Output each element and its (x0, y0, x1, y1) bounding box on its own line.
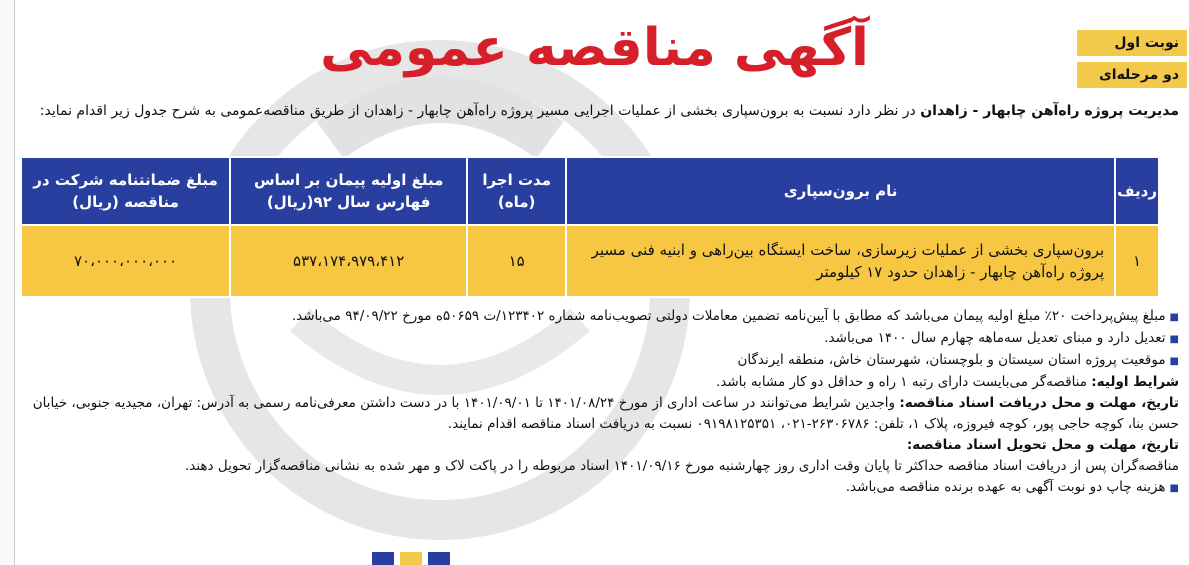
tender-table (20, 156, 1160, 298)
cell-row-number: ۱ (1115, 225, 1159, 297)
note-adjustment: ■ تعدیل دارد و مبنای تعدیل سه‌ماهه چهارم سال ۱۴۰۰ می‌باشد. (20, 328, 1179, 350)
logo-block-icon (428, 552, 450, 565)
header-name: نام برون‌سپاری (566, 157, 1115, 225)
intro-text: در نظر دارد نسبت به برون‌سپاری بخشی از عملیات اجرایی مسیر پروژه راه‌آهن چابهار - زاهدان از طریق مناقصه‌عمومی به شرح جدول زیر اقدام نماید: (39, 103, 921, 119)
cell-initial-amount: ۵۳۷،۱۷۴،۹۷۹،۴۱۲ (230, 225, 467, 297)
deliver-documents-text: مناقصه‌گران پس از دریافت اسناد مناقصه حداکثر تا پایان وقت اداری روز چهارشنبه مورخ ۱۴۰۱/۰۹/۱۶ اسناد مربوطه را در پاکت لاک و مهر شده به نشانی مناقصه‌گزار تحویل دهند. (184, 458, 1179, 474)
header-duration: مدت اجرا (ماه) (467, 157, 566, 225)
receive-documents-line (20, 393, 1179, 435)
first-round-badge: نوبت اول (1077, 30, 1187, 56)
intro-paragraph (20, 100, 1179, 122)
header-guarantee-amount: مبلغ ضمانتنامه شرکت در مناقصه (ریال) (21, 157, 230, 225)
deliver-documents-heading (20, 435, 1179, 456)
conditions-line (20, 372, 1179, 393)
note-print-cost: ■ هزینه چاپ دو نوبت آگهی به عهده برنده مناقصه می‌باشد. (20, 477, 1179, 499)
table-row (21, 225, 1159, 297)
note-prepayment: ■ مبلغ پیش‌پرداخت ۲۰٪ مبلغ اولیه پیمان می‌باشد که مطابق با آیین‌نامه تضمین معاملات دولتی تصویب‌نامه شماره ۱۲۳۴۰۲/ت ۵۰۶۵۹ه مورخ ۹۴/۰۹/۲۲ می‌باشد. (20, 306, 1179, 328)
receive-documents-text: واجدین شرایط می‌توانند در ساعت اداری از مورخ ۱۴۰۱/۰۸/۲۴ تا ۱۴۰۱/۰۹/۰۱ با در دست داشتن معرفی‌نامه رسمی به آدرس: تهران، مجیدیه جنوبی، خیابان حسن بنا، کوچه حاجی پور، کوچه فیروزه، پلاک ۱، تلفن: ۲۶۳۰۶۷۸۶-۰۲۱، ۰۹۱۹۸۱۲۵۳۵۱ نسبت به دریافت اسناد مناقصه اقدام نمایند. (32, 395, 1179, 432)
header-initial-amount: مبلغ اولیه پیمان بر اساس فهارس سال ۹۲(ریال) (230, 157, 467, 225)
cell-guarantee-amount: ۷۰،۰۰۰،۰۰۰،۰۰۰ (21, 225, 230, 297)
footer-logos (372, 552, 450, 565)
conditions-text: مناقصه‌گر می‌بایست دارای رتبه ۱ راه و حداقل دو کار مشابه باشد. (715, 374, 1092, 390)
cell-name: برون‌سپاری بخشی از عملیات زیرسازی، ساخت ایستگاه بین‌راهی و ابنیه فنی مسیر پروژه راه‌آهن چابهار - زاهدان حدود ۱۷ کیلومتر (566, 225, 1115, 297)
cell-duration: ۱۵ (467, 225, 566, 297)
header-row-number: ردیف (1115, 157, 1159, 225)
logo-block-icon (400, 552, 422, 565)
receive-documents-label: تاریخ، مهلت و محل دریافت اسناد مناقصه: (899, 395, 1179, 411)
edge-strip (0, 0, 15, 565)
two-stage-badge: دو مرحله‌ای (1077, 62, 1187, 88)
conditions-label: شرایط اولیه: (1091, 374, 1179, 390)
logo-block-icon (372, 552, 394, 565)
organization-name: مدیریت پروژه راه‌آهن چابهار - زاهدان (920, 103, 1179, 119)
note-location: ■ موقعیت پروژه استان سیستان و بلوچستان، شهرستان خاش، منطقه ایرندگان (20, 350, 1179, 372)
notes-section (20, 306, 1179, 499)
deliver-documents-label: تاریخ، مهلت و محل تحویل اسناد مناقصه: (906, 437, 1179, 453)
page-title: آگهی مناقصه عمومی (320, 18, 869, 78)
table-header-row (21, 157, 1159, 225)
